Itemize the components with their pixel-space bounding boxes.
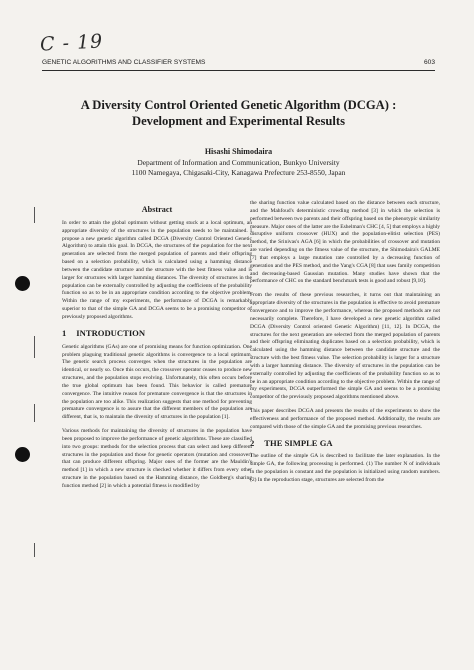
right-paragraph-3: This paper describes DCGA and presents the results of the experiments to show the effectiveness and performance of the proposed method. Additionally, the results are compared with those of the simple GA and the promising previous researches. [250,408,440,430]
section-1-title: INTRODUCTION [76,327,146,338]
affiliation-line-2: 1100 Namegaya, Chigasaki-City, Kanagawa Prefecture 253-8550, Japan [131,168,346,177]
abstract-heading: Abstract [141,205,173,214]
margin-mark [34,404,35,422]
journal-name: GENETIC ALGORITHMS AND CLASSIFIER SYSTEMS [42,59,206,66]
punch-hole [15,447,30,462]
section-1-number: 1 [62,327,67,338]
paper-title [42,97,435,129]
section-2-number: 2 [250,437,255,448]
header-rule [42,70,435,71]
affiliation-line-1: Department of Information and Communication, Bunkyo University [137,158,340,167]
margin-mark [34,336,35,358]
intro-paragraph-1: Genetic algorithms (GAs) are one of promising means for function optimization. One problem plaguing traditional genetic algorithms is convergence to a local optimum. The genetic search process converges when the structures in the population are identical, or nearly so. Once this occurs, the crossover operator ceases to produce new structures, and the population stops evolving. Unfortunately, this often occurs before the true global optimum has been found. This behavior is called premature convergence. The intuitive reason for premature convergence is that the structures in the population are too alike. This realization suggests that one method for preventing premature convergence is to assure that the different members of the population are different, that is, to maintain the diversity of structures in the population [1]. [62,343,252,421]
right-column [250,200,440,488]
page-number: 603 [423,59,435,66]
author-name: Hisashi Shimodaira [204,147,273,156]
section-2-heading [250,437,440,448]
section-2-title: THE SIMPLE GA [264,437,333,448]
author-affiliation [42,158,435,178]
title-line-2: Development and Experimental Results [131,114,346,128]
handwritten-note: C - 19 [39,30,104,56]
simple-ga-paragraph: The outline of the simple GA is described to facilitate the later explanation. In the simple GA, the following processing is performed. (1) The number N of individuals in the population is constant and the population is initialized using random numbers. (2) In the reproduction stage, structures are selected from the [250,453,440,483]
right-paragraph-2: From the results of these previous researches, it turns out that maintaining an appropriate diversity of the structures in the population is effective to avoid premature convergence and to improve the performance, whereas the proposed methods are not necessarily complete. Therefore, I have developed a new genetic algorithm called DCGA (Diversity Control oriented Genetic Algorithm) [11, 12]. In DCGA, the structures for the next generation are selected from the merged population of parents and their offspring eliminating duplicates based on a selection probability, which is calculated using the hamming distance between the candidate structure and the structure with the best fitness value. The selection probability is larger for a structure with a larger hamming distance. The diversity of structures in the population can be externally controlled by adjusting the coefficients of the probability function so as to be in an appropriate condition according to the objective problem. Within the range of my experiments, DCGA outperformed the simple GA and seems to be a promising competitor of the previously proposed algorithms mentioned above. [250,292,440,401]
margin-mark [34,543,35,557]
title-line-1: A Diversity Control Oriented Genetic Algorithm (DCGA) : [80,98,397,112]
punch-hole [15,276,30,291]
right-paragraph-1: the sharing function value calculated based on the distance between each structure, and the Mahfoud's deterministic crowding method [3] in which the selection is performed between two parents and their offspring based on the phenotypic similarity measure. Major ones of the latter are the Eshelman's CHC [4, 5] that employs a highly disruptive uniform crossover (HUX) and the population-elitist selection (PES) method, the Srinivas's AGA [6] in which the probabilities of crossover and mutation are varied depending on the fitness value of the structure, the Shimodaira's GALME [7] that employs a large mutation rate controlled by a decreasing function of generation and the PES method, and the Yang's CGA [8] that uses family competition and decreasing-based Gaussian mutation. Many studies have shown that the performance of CHC on the standard benchmark tests is good and robust [9,10]. [250,200,440,285]
left-column [62,205,255,494]
running-header [42,59,435,66]
intro-paragraph-2: Various methods for maintaining the diversity of structures in the population have been proposed to improve the performance of genetic algorithms. These are classified into two groups: methods for the selection process that can select and keep different structures in the population and those for genetic operators (mutation and crossover) that can produce different offspring. Major ones of the former are the Mauldin's method [1] in which a new structure is checked whether it differs from every other structure in the population based on the Hamming distance, the Goldberg's sharing function method [2] in which a potential fitness is modified by [62,428,252,489]
margin-mark [34,207,35,223]
section-1-heading [62,327,252,338]
abstract-text: In order to attain the global optimum without getting stuck at a local optimum, an appropriate diversity of the structures in the population needs to be maintained. I propose a new genetic algorithm called DCGA (Diversity Control Oriented Genetic Algorithm) to attain this goal. In DCGA, the structures of the population for the next generation are selected from the merged population of parents and their offspring based on a selection probability, which is calculated using a hamming distance between the candidate structure and the structure with the best fitness value and is larger for structures with larger hamming distances. The diversity of structures in the population can be externally controlled by adjusting the coefficients of the probability function so as to be in an appropriate condition according to the objective problem. Within the range of my experiments, the performance of DCGA is remarkably superior to that of the simple GA and DCGA seems to be a promising competitor of previously proposed algorithms. [62,219,252,320]
